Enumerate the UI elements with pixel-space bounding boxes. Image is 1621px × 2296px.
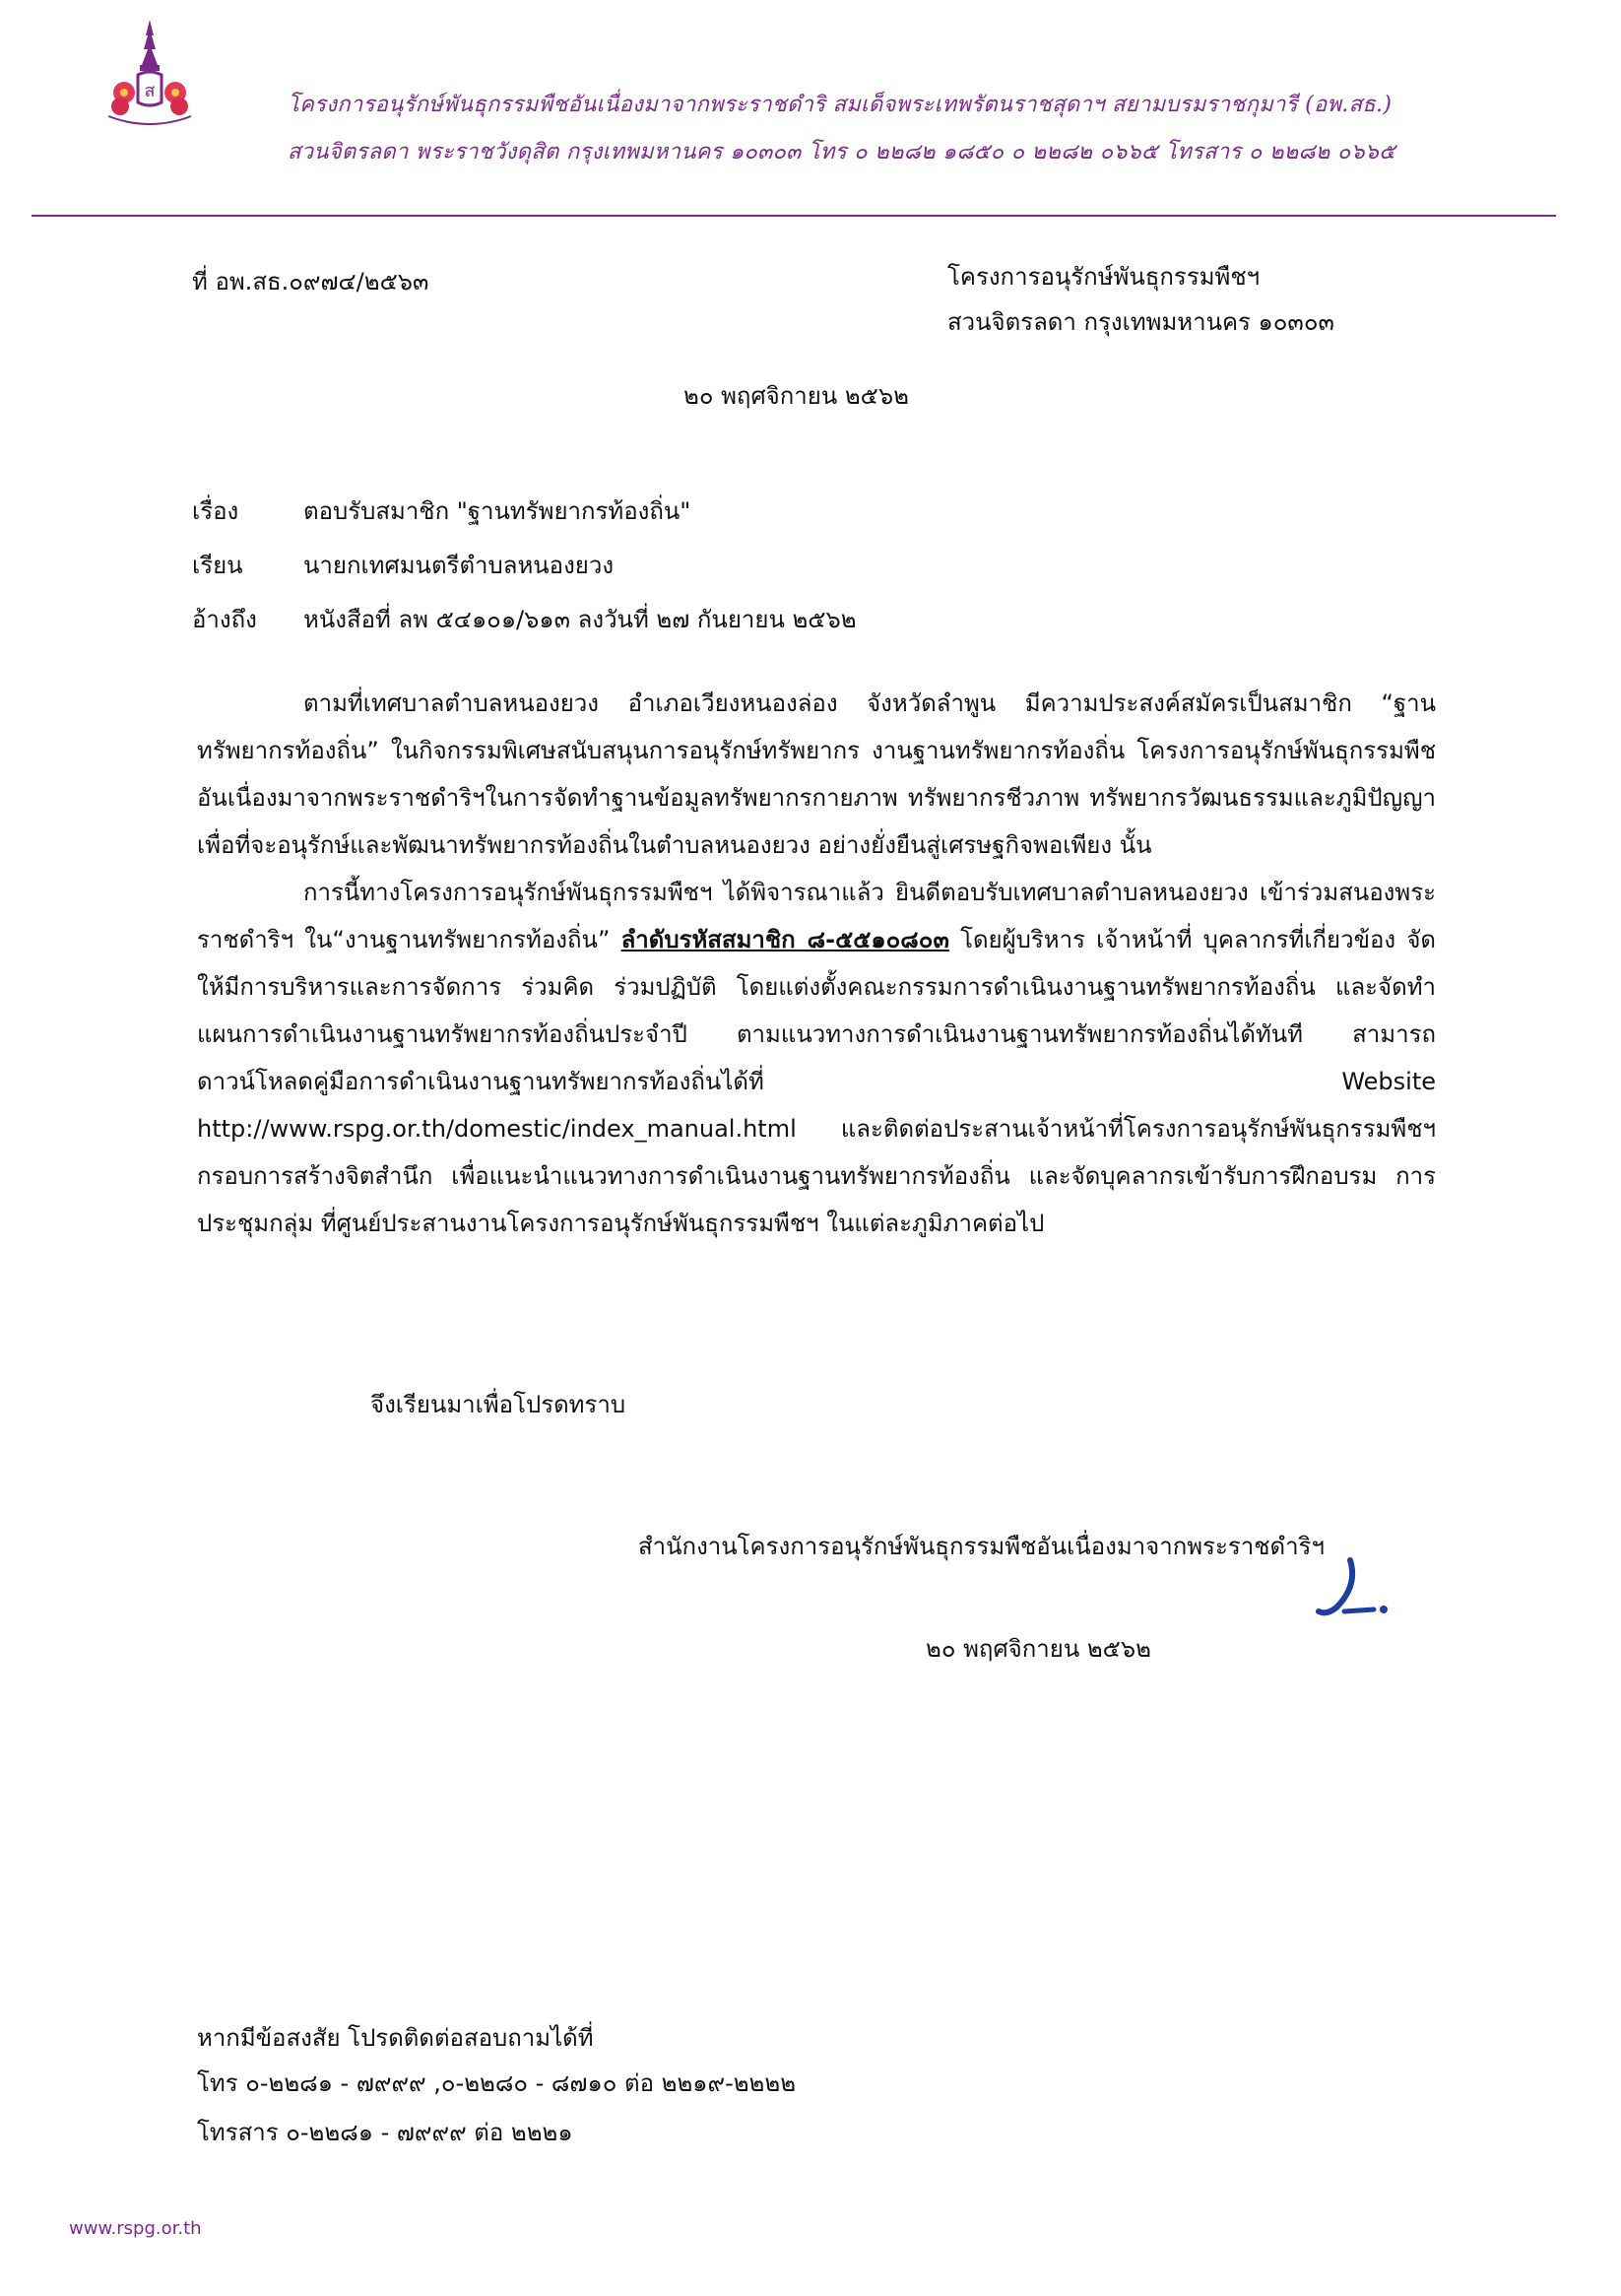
sender-line-1: โครงการอนุรักษ์พันธุกรรมพืชฯ bbox=[947, 263, 1261, 291]
subject-value: ตอบรับสมาชิก "ฐานทรัพยากรท้องถิ่น" bbox=[303, 497, 691, 525]
header-divider bbox=[32, 215, 1556, 217]
sender-line-2: สวนจิตรลดา กรุงเทพมหานคร ๑๐๓๐๓ bbox=[947, 308, 1334, 336]
signatory: สำนักงานโครงการอนุรักษ์พันธุกรรมพืชอันเนื่องมาจากพระราชดำริฯ bbox=[638, 1533, 1325, 1560]
contact-fax: โทรสาร ๐-๒๒๘๑ - ๗๙๙๙ ต่อ ๒๒๒๑ bbox=[197, 2119, 573, 2146]
letter-body bbox=[197, 680, 1436, 1247]
doc-number: ที่ อพ.สธ.๐๙๗๔/๒๕๖๓ bbox=[192, 268, 429, 295]
signature-mark bbox=[1315, 1554, 1394, 1625]
letterhead-line-2: สวนจิตรลดา พระราชวังดุสิต กรุงเทพมหานคร ๑๐๓๐๓ โทร ๐ ๒๒๘๒ ๑๘๕๐ ๐ ๒๒๘๒ ๐๖๖๕ โทรสาร ๐ ๒๒๘๒ ๐๖๖๕ bbox=[288, 140, 1396, 164]
paragraph-2-rest: โดยผู้บริหาร เจ้าหน้าที่ บุคลากรที่เกี่ยวข้อง จัดให้มีการบริหารและการจัดการ ร่วมคิด ร่วมปฏิบัติ โดยแต่งตั้งคณะกรรมการดำเนินงานฐานทรัพยากรท้องถิ่น และจัดทำแผนการดำเนินงานฐานทรัพยากรท้องถิ่นประจำปี ตามแนวทางการดำเนินงานฐานทรัพยากรท้องถิ่นได้ทันที สามารถดาวน์โหลดคู่มือการดำเนินงานฐานทรัพยากรท้องถิ่นได้ที่ Website http://www.rspg.or.th/domestic/index_manual.html และติดต่อประสานเจ้าหน้าที่โครงการอนุรักษ์พันธุกรรมพืชฯ กรอบการสร้างจิตสำนึก เพื่อแนะนำแนวทางการดำเนินงานฐานทรัพยากรท้องถิ่น และจัดบุคลากรเข้ารับการฝึกอบรม การประชุมกลุ่ม ที่ศูนย์ประสานงานโครงการอนุรักษ์พันธุกรรมพืชฯ ในแต่ละภูมิภาคต่อไป bbox=[197, 926, 1436, 1237]
to-value: นายกเทศมนตรีตำบลหนองยวง bbox=[303, 552, 615, 579]
svg-text:ส: ส bbox=[144, 81, 156, 101]
reference-value: หนังสือที่ ลพ ๕๔๑๐๑/๖๑๓ ลงวันที่ ๒๗ กันยายน ๒๕๖๒ bbox=[303, 606, 857, 633]
rspg-seal-icon bbox=[91, 14, 209, 132]
letterhead-line-1: โครงการอนุรักษ์พันธุกรรมพืชอันเนื่องมาจากพระราชดำริ สมเด็จพระเทพรัตนราชสุดาฯ สยามบรมราชกุมารี (อพ.สธ.) bbox=[288, 93, 1393, 117]
reference-label: อ้างถึง bbox=[192, 606, 257, 633]
date-top: ๒๐ พฤศจิกายน ๒๕๖๒ bbox=[683, 382, 909, 410]
contact-phone: โทร ๐-๒๒๘๑ - ๗๙๙๙ ,๐-๒๒๘๐ - ๘๗๑๐ ต่อ ๒๒๑๙-๒๒๒๒ bbox=[197, 2069, 797, 2097]
to-label: เรียน bbox=[192, 552, 243, 579]
footer-url[interactable]: www.rspg.or.th bbox=[69, 2218, 202, 2239]
paragraph-2 bbox=[197, 869, 1436, 1247]
paragraph-2-intro: การนี้ทางโครงการอนุรักษ์พันธุกรรมพืชฯ ได้พิจารณาแล้ว ยินดีตอบรับเทศบาลตำบลหนองยวง เข้าร่วมสนองพระราชดำริฯ ใน“งานฐานทรัพยากรท้องถิ่น” bbox=[197, 879, 1436, 953]
closing: จึงเรียนมาเพื่อโปรดทราบ bbox=[370, 1391, 626, 1418]
subject-label: เรื่อง bbox=[192, 497, 239, 525]
paragraph-1: ตามที่เทศบาลตำบลหนองยวง อำเภอเวียงหนองล่อง จังหวัดลำพูน มีความประสงค์สมัครเป็นสมาชิก “ฐานทรัพยากรท้องถิ่น” ในกิจกรรมพิเศษสนับสนุนการอนุรักษ์ทรัพยากร งานฐานทรัพยากรท้องถิ่น โครงการอนุรักษ์พันธุกรรมพืชอันเนื่องมาจากพระราชดำริฯในการจัดทำฐานข้อมูลทรัพยากรกายภาพ ทรัพยากรชีวภาพ ทรัพยากรวัฒนธรรมและภูมิปัญญา เพื่อที่จะอนุรักษ์และพัฒนาทรัพยากรท้องถิ่นในตำบลหนองยวง อย่างยั่งยืนสู่เศรษฐกิจพอเพียง นั้น bbox=[197, 689, 1436, 859]
member-code: ลำดับรหัสสมาชิก ๘-๕๕๑๐๘๐๓ bbox=[620, 926, 949, 953]
date-bottom: ๒๐ พฤศจิกายน ๒๕๖๒ bbox=[926, 1635, 1151, 1663]
contact-intro: หากมีข้อสงสัย โปรดติดต่อสอบถามได้ที่ bbox=[197, 2024, 594, 2052]
